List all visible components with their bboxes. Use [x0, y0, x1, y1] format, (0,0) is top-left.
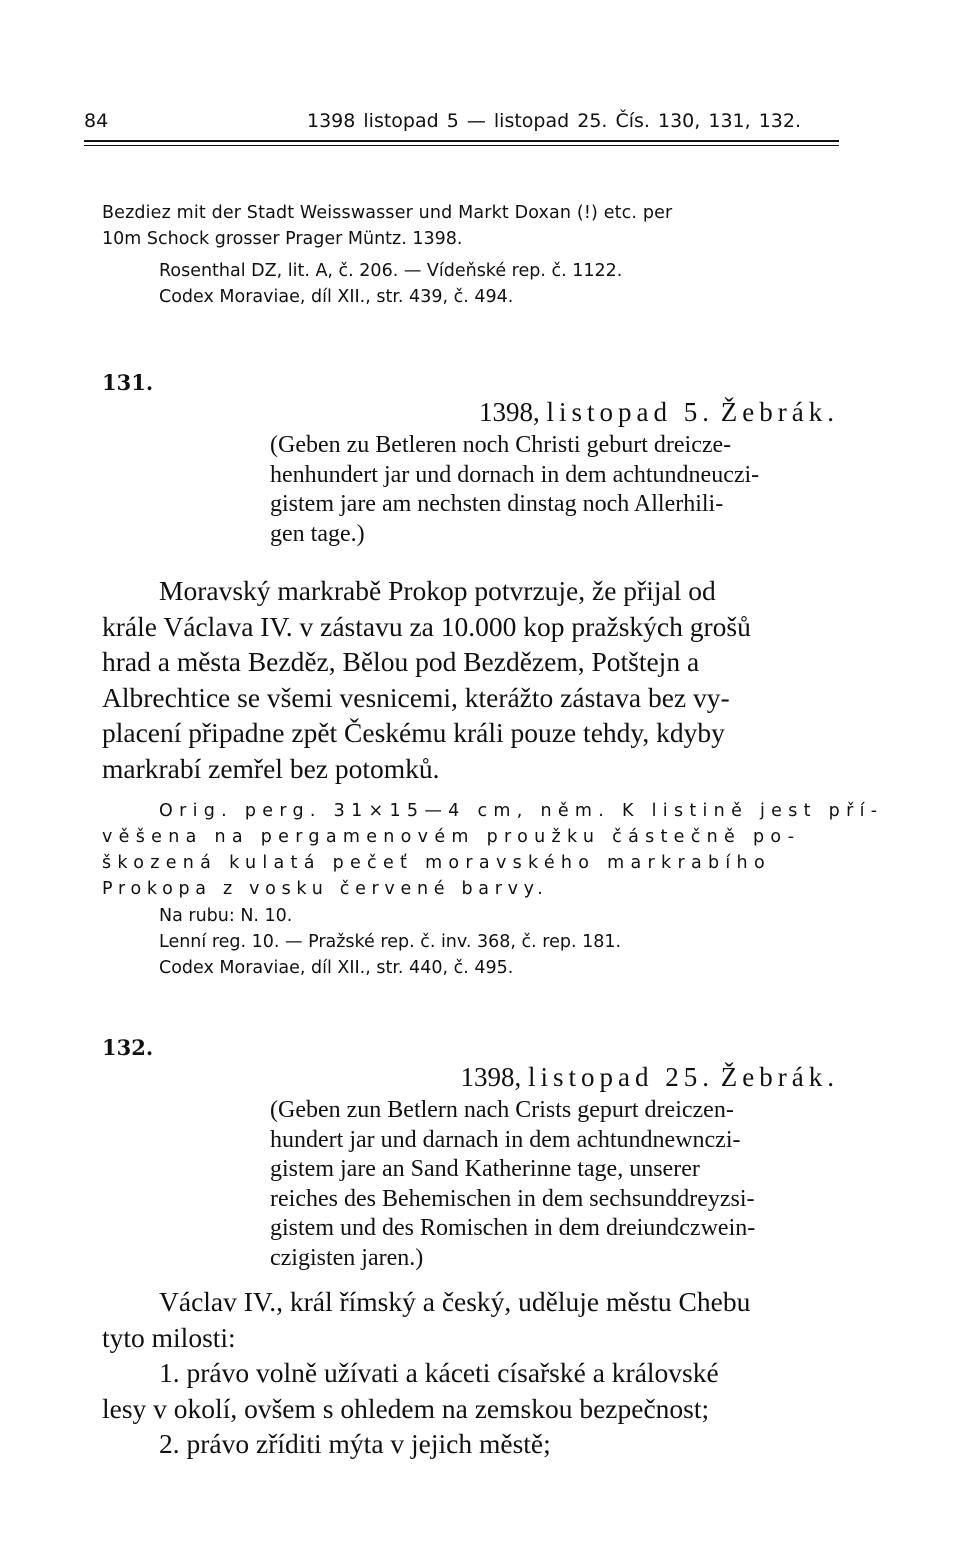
header-rule: [84, 140, 839, 142]
entry-number: 131.: [102, 370, 154, 395]
reference-line: Lenní reg. 10. — Pražské rep. č. inv. 368, č. rep. 181.: [159, 932, 622, 952]
regest-line: Albrechtice se všemi vesnicemi, kterážto zástava bez vy-: [102, 681, 730, 713]
header-rule-thin: [84, 145, 839, 146]
running-title: 1398 listopad 5 — listopad 25. Čís. 130, 131, 132.: [307, 110, 802, 132]
document-page: [84, 0, 884, 1543]
date-month: listopad 25.: [528, 1062, 715, 1092]
reference-line: Na rubu: N. 10.: [159, 906, 293, 926]
reference-line: Rosenthal DZ, lit. A, č. 206. — Vídeňské rep. č. 1122.: [159, 261, 623, 281]
quote-line: gistem jare an Sand Katherinne tage, unserer: [270, 1156, 700, 1182]
regest-text: [102, 1284, 839, 1462]
regest-line: tyto milosti:: [102, 1321, 236, 1353]
description-line: Orig. perg. 31×15—4 cm, něm. K listině jest pří-: [159, 801, 884, 821]
previous-entry-text: [102, 200, 839, 252]
regest-line: krále Václava IV. v zástavu za 10.000 kop pražských grošů: [102, 610, 751, 642]
description-line: věšena na pergamenovém proužku částečně po-: [102, 827, 801, 847]
running-header: [84, 110, 839, 136]
quote-line: gistem jare am nechsten dinstag noch Allerhili-: [270, 491, 724, 517]
date-year: 1398,: [479, 397, 540, 427]
regest-line: Moravský markrabě Prokop potvrzuje, že přijal od: [159, 575, 716, 606]
text-line: Bezdiez mit der Stadt Weisswasser und Markt Doxan (!) etc. per: [102, 203, 673, 223]
regest-line: lesy v okolí, ovšem s ohledem na zemskou bezpečnost;: [102, 1392, 710, 1424]
date-place: Žebrák.: [720, 1062, 839, 1092]
page-number: 84: [84, 110, 109, 132]
quote-line: gen tage.): [270, 520, 365, 547]
date-year: 1398,: [460, 1062, 522, 1092]
quote-line: reiches des Behemischen in dem sechsunddreyzsi-: [270, 1185, 755, 1212]
regest-line: Václav IV., král římský a český, uděluje městu Chebu: [159, 1286, 751, 1317]
text-line: 10m Schock grosser Prager Müntz. 1398.: [102, 229, 463, 249]
original-dating-quote: [270, 1096, 839, 1273]
regest-line: placení připadne zpět Českému králi pouze tehdy, kdyby: [102, 717, 725, 748]
regest-text: [102, 573, 839, 786]
quote-line: czigisten jaren.): [270, 1244, 424, 1271]
quote-line: hundert jar und darnach in dem achtundnewnczi-: [270, 1126, 741, 1153]
quote-line: gistem und des Romischen in dem dreiundczwein-: [270, 1215, 756, 1241]
description-line: škozená kulatá pečeť moravského markrabího: [102, 853, 771, 873]
entry-dateline: [479, 397, 839, 428]
quote-line: (Geben zun Betlern nach Crists gepurt dreiczen-: [270, 1097, 734, 1123]
quote-line: (Geben zu Betleren noch Christi geburt dreicze-: [270, 432, 732, 458]
entry-number: 132.: [102, 1035, 154, 1060]
original-dating-quote: [270, 431, 839, 549]
reference-line: Codex Moraviae, díl XII., str. 439, č. 494.: [159, 287, 514, 307]
quote-line: henhundert jar und dornach in dem achtundneuczi-: [270, 461, 760, 488]
reference-line: Codex Moraviae, díl XII., str. 440, č. 495.: [159, 958, 514, 978]
regest-line: markrabí zemřel bez potomků.: [102, 752, 440, 784]
entry-dateline: [461, 1062, 839, 1093]
regest-line: 1. právo volně užívati a káceti císařské a královské: [159, 1357, 719, 1388]
date-month: listopad 5.: [546, 397, 715, 427]
regest-line: hrad a města Bezděz, Bělou pod Bezdězem, Potštejn a: [102, 646, 700, 677]
previous-entry-references: [102, 258, 896, 310]
description-line: Prokopa z vosku červené barvy.: [102, 879, 549, 899]
date-place: Žebrák.: [720, 397, 839, 427]
regest-line: 2. právo zříditi mýta v jejich městě;: [159, 1428, 551, 1459]
archival-description: [102, 798, 884, 902]
entry-references: [102, 903, 896, 981]
